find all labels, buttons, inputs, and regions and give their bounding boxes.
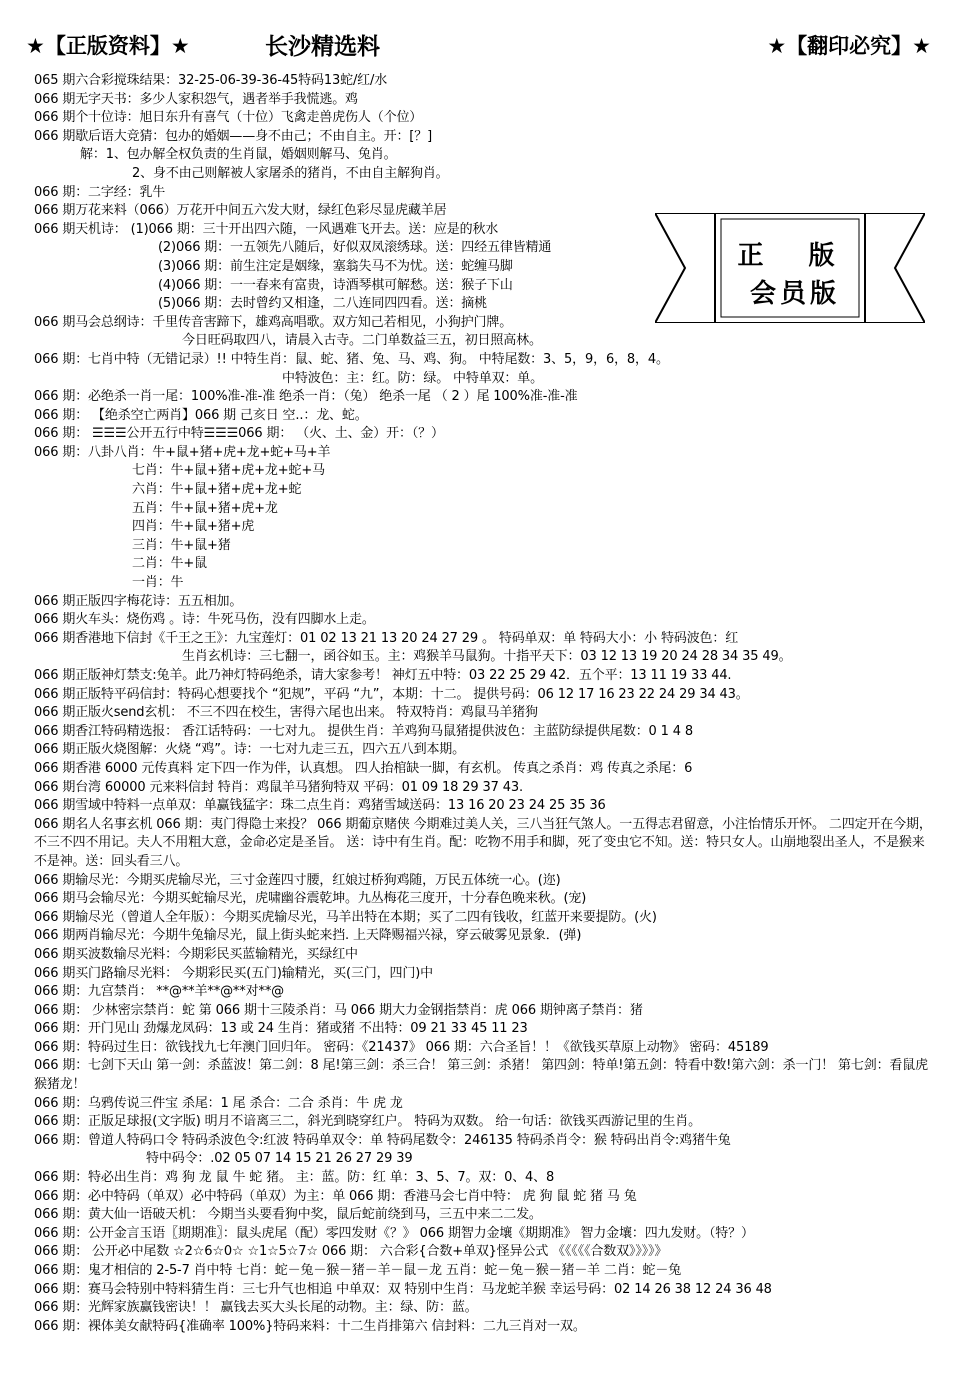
- text-line: 一肖：牛: [132, 575, 184, 591]
- text-line: 六肖：牛+鼠+猪+虎+龙+蛇: [132, 482, 302, 498]
- text-line: 特中码令：.02 05 07 14 15 21 26 27 29 39: [146, 1151, 413, 1167]
- text-line: 066 期歇后语大竞猜：包办的婚姻——身不由己；不由自主。开：[？]: [34, 128, 432, 144]
- text-line: 066 期两肖输尽光：今期牛兔输尽光，鼠上街头蛇来挡. 上天降赐福兴禄，穿云破雾见景象．(弹): [34, 928, 582, 944]
- document-body: [34, 72, 934, 1336]
- text-line: 066 期输尽光：今期买虎输尽光，三寸金莲四寸腰，红娘过桥狗鸡随，万民五体统一心。(迩): [34, 872, 561, 888]
- text-line: 066 期：二字经：乳牛: [34, 184, 166, 200]
- text-line: 066 期：必中特码（单双）必中特码（单双）为主：单 066 期：香港马会七肖中特： 虎 狗 鼠 蛇 猪 马 兔: [34, 1188, 637, 1204]
- text-line: 今日旺码取四八，请晨入古寺。二门单数益三五，初日照高林。: [182, 333, 542, 349]
- text-line: 066 期：光辉家族赢钱密诀！！ 赢钱去买大头长尾的动物。主：绿、防：蓝。: [34, 1300, 478, 1316]
- text-line: 066 期正版神灯禁支:兔羊。此乃神灯特码绝杀，请大家参考！ 神灯五中特：03 22 25 29 42．五个平：13 11 19 33 44.: [34, 668, 732, 683]
- header-center-title: 长沙精选料: [265, 34, 380, 60]
- header-left-title: ★【正版资料】★: [26, 34, 190, 58]
- text-line: 066 期：必绝杀一肖一尾：100%准-准-准 绝杀一肖：（兔） 绝杀一尾 （ 2 ）尾 100%准-准-准: [34, 389, 578, 405]
- text-line: 066 期香江特码精选报： 香江话特码：一七对九。 提供生肖：羊鸡狗马鼠猪提供波色：主蓝防绿提供尾数：0 1 4 8: [34, 723, 693, 739]
- text-line: 066 期台湾 60000 元来料信封 特肖：鸡鼠羊马猪狗特双 平码：01 09 18 29 37 43.: [34, 779, 523, 795]
- text-paragraph: 066 期名人名事玄机 066 期：夷门得隐士来投？ 066 期葡京赌侠 今期难过美人关，三八当狂气煞人。一五得志君留意，小注怡情乐开怀。 二四定开在今期，不三不四不用记。夫人不用粗大意，金命必定是圣旨。 送：诗中有生肖。配：吃物不用手和脚，死了变虫它不知。送：特只女人。山崩地裂出圣人，不是猴来不是神。送：回头看三八。: [34, 816, 932, 869]
- text-line: 四肖：牛+鼠+猪+虎: [132, 519, 255, 535]
- text-line: 066 期：裸体美女献特码{准确率 100%}特码来料：十二生肖排第六 信封料：二九三肖对一双。: [34, 1318, 586, 1334]
- header-right-title: ★【翻印必究】★: [767, 34, 931, 58]
- page-header: [0, 0, 953, 68]
- text-line: 066 期：八卦八肖：牛+鼠+猪+虎+龙+蛇+马+羊: [34, 444, 331, 460]
- text-line: 066 期： 少林密宗禁肖：蛇 第 066 期十三陵杀肖：马 066 期大力金钢指禁肖：虎 066 期钟离子禁肖：猪: [34, 1002, 643, 1018]
- text-line: 066 期买波数输尽光料：今期彩民买蓝输精光，买绿红中: [34, 946, 358, 962]
- text-line: 三肖：牛+鼠+猪: [132, 537, 231, 553]
- text-line: 066 期正版火send玄机： 不三不四在校生，害得六尾也出来。 特双特肖：鸡鼠马羊猪狗: [34, 705, 538, 721]
- text-line: 七肖：牛+鼠+猪+虎+龙+蛇+马: [132, 463, 325, 479]
- text-line: 066 期：七肖中特（无错记录）!! 中特生肖：鼠、蛇、猪、兔、马、鸡、狗。 中特尾数：3、5，9，6，8，4。: [34, 351, 669, 367]
- text-line: 066 期：曾道人特码口令 特码杀波色令:红波 特码单双令：单 特码尾数令：246135 特码杀肖令：猴 特码出肖令:鸡猪牛兔: [34, 1132, 731, 1148]
- text-line: 066 期：鬼才相信的 2-5-7 肖中特 七肖：蛇－兔－猴－猪－羊－鼠－龙 五肖：蛇－兔－猴－猪－羊 二肖：蛇－兔: [34, 1263, 682, 1278]
- badge-line-2: 会员版: [749, 279, 840, 309]
- text-line: 066 期雪域中特料一点单双：单赢钱猛字：珠二点生肖：鸡猪雪域送码：13 16 20 23 24 25 35 36: [34, 798, 606, 814]
- text-line: 066 期正版火烧图解：火烧 “鸡”。诗：一七对九走三五，四六五八到本期。: [34, 742, 465, 758]
- text-line: 066 期：特必出生肖：鸡 狗 龙 鼠 牛 蛇 猪。 主：蓝。防：红 单：3、5、7。双：0、4、8: [34, 1170, 555, 1186]
- badge-line-1: 正 版: [737, 241, 853, 271]
- text-line: (5)066 期：去时曾约又相逢，二八连同四四看。送：摘桃: [158, 296, 488, 312]
- text-line: 066 期正版特平码信封：特码心想要找个 “犯规”，平码 “九”，本期：十二。 提供号码：06 12 17 16 23 22 24 29 34 43。: [34, 686, 749, 702]
- text-line: 066 期火车头：烧伤鸡 。诗：牛死马伤，没有四脚水上走。: [34, 612, 375, 628]
- text-line: 066 期：黄大仙一语破天机： 今期当头要看狗中奖，鼠后蛇前绕到马，三五中来二二发。: [34, 1207, 542, 1223]
- text-line: 066 期：公开金言玉语〖期期准〗：鼠头虎尾（配）零四发财《？》 066 期智力金壤《期期准》 智力金壤：四九发财。（特？）: [34, 1225, 754, 1241]
- text-line: 066 期买门路输尽光料： 今期彩民买(五门)输精光，买(三门，四门)中: [34, 965, 433, 981]
- text-line: 066 期：赛马会特别中特料猜生肖：三七升气也相追 中单双：双 特别中生肖：马龙蛇羊猴 幸运号码：02 14 26 38 12 24 36 48: [34, 1281, 772, 1297]
- text-line: 中特波色：主：红。防：绿。 中特单双：单。: [282, 370, 543, 386]
- text-line: 065 期六合彩搅珠结果：32-25-06-39-36-45特码13蛇/红/水: [34, 73, 388, 88]
- text-line: 066 期香港 6000 元传真料 定下四一作为伴，认真想。 四人抬棺缺一脚，有玄机。 传真之杀肖：鸡 传真之杀尾：6: [34, 760, 693, 776]
- text-line: 066 期： 【绝杀空亡两肖】066 期 己亥日 空..：龙、蛇。: [34, 407, 368, 423]
- text-line: 066 期：乌鸦传说三件宝 杀尾：1 尾 杀合：二合 杀肖：牛 虎 龙: [34, 1095, 403, 1111]
- text-line: (4)066 期：一一春来有富贵，诗酒琴棋可解愁。送：猴子下山: [158, 277, 513, 293]
- text-line: 066 期马会输尽光：今期买蛇输尽光，虎啸幽谷震乾坤。九丛梅花三度开，十分春色晚来秋。(宠): [34, 891, 587, 907]
- text-paragraph: 066 期：七剑下天山 第一剑：杀蓝波！第二剑：8 尾!第三剑：杀三合！ 第三剑：杀猪！ 第四剑：特单!第五剑：特看中数!第六剑：杀一门！ 第七剑：看鼠虎猴猪龙！: [34, 1058, 928, 1093]
- text-line: 066 期个十位诗：旭日东升有喜气（十位）飞禽走兽虎伤人（个位）: [34, 110, 423, 126]
- text-line: (3)066 期：前生注定是姻缘，塞翁失马不为忧。送：蛇缠马脚: [158, 258, 513, 274]
- text-line: 二肖：牛+鼠: [132, 556, 207, 572]
- text-line: 066 期正版四字梅花诗：五五相加。: [34, 593, 243, 609]
- text-line: 066 期：九宫禁肖： **@**羊**@**对**@: [34, 984, 285, 1000]
- text-line: 解：1、包办解全权负责的生肖鼠，婚姻则解马、兔肖。: [80, 147, 397, 163]
- text-line: 066 期万花来料（066）万花开中间五六发大财，绿红色彩尽显虎藏羊居: [34, 203, 447, 219]
- text-line: (2)066 期：一五领先八随后，好似双凤滚绣球。送：四经五律皆精通: [158, 240, 552, 256]
- text-line: 066 期输尽光（曾道人全年版）：今期买虎输尽光，马羊出特在本期；买了二四有钱收，红蓝开来要提防。(火): [34, 909, 657, 925]
- text-line: 066 期：特码过生日：欲钱找九七年澳门回归年。 密码：《21437》 066 期：六合圣旨！！《欲钱买草原上动物》 密码：45189: [34, 1039, 769, 1055]
- text-line: 066 期无字天书：多少人家积怨气，遇者举手我慌逃。鸡: [34, 91, 358, 107]
- text-line: 066 期：正版足球报(文字版) 明月不谙离三二，斜光到晓穿红户。 特码为双数。 给一句话：欲钱买西游记里的生肖。: [34, 1114, 701, 1130]
- text-line: 066 期： 公开必中尾数 ☆2☆6☆0☆ ☆1☆5☆7☆ 066 期： 六合彩{合数+单双}怪异公式 《《《《《合数双》》》》》: [34, 1244, 668, 1260]
- text-line: 066 期：开门见山 劲爆龙凤码：13 或 24 生肖：猪或猪 不出特：09 21 33 45 11 23: [34, 1021, 528, 1037]
- text-line: 生肖玄机诗：三七翻一，函谷如玉。主：鸡猴羊马鼠狗。十指平天下：03 12 13 19 20 24 28 34 35 49。: [182, 649, 792, 665]
- text-line: 五肖：牛+鼠+猪+虎+龙: [132, 500, 278, 516]
- text-line: 066 期马会总纲诗：千里传音害蹄下，雄鸡高唱歌。双方知己若相见，小狗护门牌。: [34, 314, 513, 330]
- text-line: 066 期天机诗： (1)066 期：三十开出四六随，一风遇难飞开去。送：应是的秋水: [34, 221, 499, 237]
- text-line: 2、身不由己则解被人家屠杀的猪肖，不由自主解狗肖。: [132, 165, 449, 181]
- text-line: 066 期： ☰☰☰公开五行中特☰☰☰066 期： （火、土、金）开：（？）: [34, 426, 444, 442]
- text-line: 066 期香港地下信封《千王之王》：九宝莲灯：01 02 13 21 13 20 24 27 29 。 特码单双：单 特码大小：小 特码波色：红: [34, 630, 739, 646]
